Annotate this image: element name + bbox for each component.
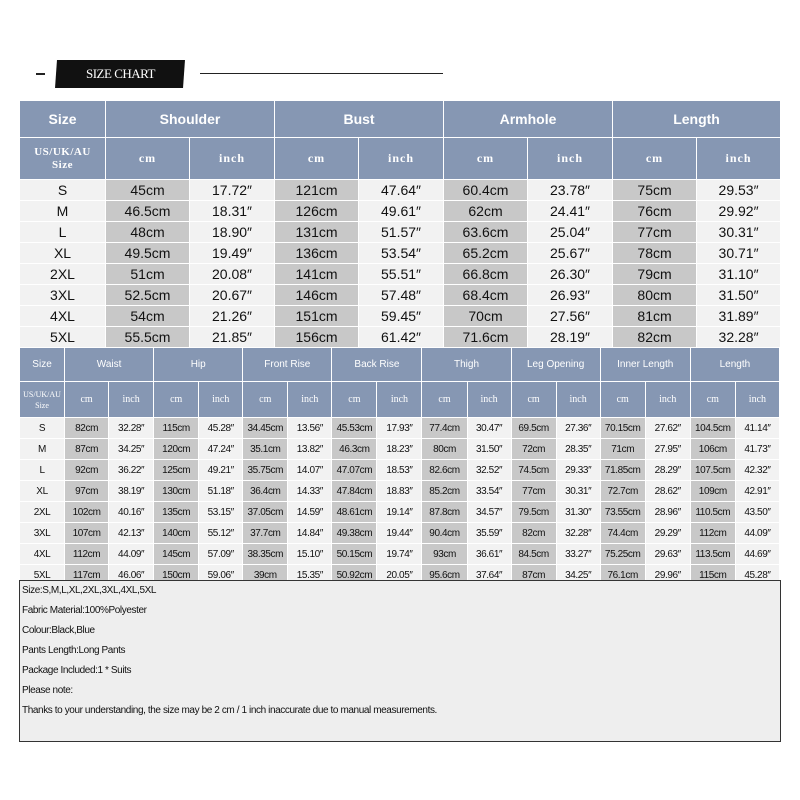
- inch-value-cell: 47.24″: [199, 439, 243, 460]
- unit-cm: cm: [106, 138, 190, 180]
- cm-value-cell: 72.7cm: [600, 481, 645, 502]
- column-group-inner-length: Inner Length: [600, 348, 690, 382]
- column-group-shoulder: Shoulder: [106, 101, 275, 138]
- inch-value-cell: 24.41″: [528, 201, 613, 222]
- cm-value-cell: 52.5cm: [106, 285, 190, 306]
- inch-value-cell: 49.61″: [359, 201, 444, 222]
- inch-value-cell: 53.54″: [359, 243, 444, 264]
- size-standard-label: [20, 138, 106, 180]
- note-line: Colour:Black,Blue: [22, 625, 95, 636]
- column-group-front-rise: Front Rise: [243, 348, 332, 382]
- cm-value-cell: 62cm: [444, 201, 528, 222]
- inch-value-cell: 31.89″: [697, 306, 781, 327]
- cm-value-cell: 39cm: [243, 565, 288, 586]
- cm-value-cell: 107cm: [65, 523, 109, 544]
- unit-inch: inch: [377, 382, 422, 418]
- inch-value-cell: 25.04″: [528, 222, 613, 243]
- inch-value-cell: 29.53″: [697, 180, 781, 201]
- inch-value-cell: 38.19″: [109, 481, 154, 502]
- cm-value-cell: 82.6cm: [422, 460, 467, 481]
- cm-value-cell: 76.1cm: [600, 565, 645, 586]
- cm-value-cell: 79cm: [613, 264, 697, 285]
- inch-value-cell: 20.05″: [377, 565, 422, 586]
- cm-value-cell: 72cm: [511, 439, 556, 460]
- note-line: Size:S,M,L,XL,2XL,3XL,4XL,5XL: [22, 585, 157, 596]
- cm-value-cell: 77cm: [511, 481, 556, 502]
- note-line: Thanks to your understanding, the size may be 2 cm / 1 inch inaccurate due to manual measurements.: [22, 705, 437, 716]
- cm-value-cell: 79.5cm: [511, 502, 556, 523]
- cm-value-cell: 71cm: [600, 439, 645, 460]
- inch-value-cell: 41.14″: [735, 418, 779, 439]
- cm-value-cell: 84.5cm: [511, 544, 556, 565]
- inch-value-cell: 17.72″: [190, 180, 275, 201]
- unit-inch: inch: [199, 382, 243, 418]
- cm-value-cell: 48.61cm: [332, 502, 377, 523]
- inch-value-cell: 21.85″: [190, 327, 275, 348]
- unit-row: [20, 382, 780, 418]
- unit-inch: inch: [467, 382, 511, 418]
- inch-value-cell: 28.29″: [645, 460, 690, 481]
- inch-value-cell: 33.27″: [556, 544, 600, 565]
- cm-value-cell: 82cm: [511, 523, 556, 544]
- unit-row: [20, 138, 781, 180]
- header-row: [20, 101, 781, 138]
- cm-value-cell: 38.35cm: [243, 544, 288, 565]
- unit-inch: inch: [359, 138, 444, 180]
- inch-value-cell: 35.59″: [467, 523, 511, 544]
- cm-value-cell: 145cm: [154, 544, 199, 565]
- inch-value-cell: 26.30″: [528, 264, 613, 285]
- inch-value-cell: 55.51″: [359, 264, 444, 285]
- unit-inch: inch: [288, 382, 332, 418]
- inch-value-cell: 31.30″: [556, 502, 600, 523]
- note-line: Package Included:1 * Suits: [22, 665, 132, 676]
- cm-value-cell: 49.5cm: [106, 243, 190, 264]
- cm-value-cell: 45.53cm: [332, 418, 377, 439]
- cm-value-cell: 80cm: [613, 285, 697, 306]
- inch-value-cell: 21.26″: [190, 306, 275, 327]
- header-row: [20, 348, 780, 382]
- table-row: [20, 439, 780, 460]
- column-group-size: Size: [20, 101, 106, 138]
- header-rule: [200, 73, 443, 74]
- inch-value-cell: 42.32″: [735, 460, 779, 481]
- inch-value-cell: 17.93″: [377, 418, 422, 439]
- table-row: [20, 481, 780, 502]
- size-cell: 3XL: [20, 523, 65, 544]
- cm-value-cell: 48cm: [106, 222, 190, 243]
- cm-value-cell: 87cm: [511, 565, 556, 586]
- cm-value-cell: 78cm: [613, 243, 697, 264]
- cm-value-cell: 71.85cm: [600, 460, 645, 481]
- cm-value-cell: 125cm: [154, 460, 199, 481]
- column-group-leg-opening: Leg Opening: [511, 348, 600, 382]
- table-row: [20, 523, 780, 544]
- size-standard-line2: Size: [35, 400, 49, 410]
- inch-value-cell: 13.56″: [288, 418, 332, 439]
- table-row: [20, 201, 781, 222]
- cm-value-cell: 35.75cm: [243, 460, 288, 481]
- inch-value-cell: 19.49″: [190, 243, 275, 264]
- inch-value-cell: 29.33″: [556, 460, 600, 481]
- cm-value-cell: 135cm: [154, 502, 199, 523]
- inch-value-cell: 42.91″: [735, 481, 779, 502]
- inch-value-cell: 59.06″: [199, 565, 243, 586]
- inch-value-cell: 31.50″: [697, 285, 781, 306]
- table-row: [20, 306, 781, 327]
- unit-inch: inch: [528, 138, 613, 180]
- size-cell: L: [20, 460, 65, 481]
- cm-value-cell: 113.5cm: [690, 544, 735, 565]
- cm-value-cell: 97cm: [65, 481, 109, 502]
- cm-value-cell: 70.15cm: [600, 418, 645, 439]
- bottom-size-table: [19, 347, 780, 586]
- cm-value-cell: 54cm: [106, 306, 190, 327]
- cm-value-cell: 130cm: [154, 481, 199, 502]
- cm-value-cell: 82cm: [65, 418, 109, 439]
- inch-value-cell: 28.35″: [556, 439, 600, 460]
- inch-value-cell: 14.07″: [288, 460, 332, 481]
- table-row: [20, 502, 780, 523]
- note-line: Pants Length:Long Pants: [22, 645, 126, 656]
- inch-value-cell: 19.44″: [377, 523, 422, 544]
- inch-value-cell: 27.62″: [645, 418, 690, 439]
- inch-value-cell: 30.71″: [697, 243, 781, 264]
- inch-value-cell: 14.33″: [288, 481, 332, 502]
- inch-value-cell: 41.73″: [735, 439, 779, 460]
- cm-value-cell: 110.5cm: [690, 502, 735, 523]
- inch-value-cell: 31.50″: [467, 439, 511, 460]
- cm-value-cell: 80cm: [422, 439, 467, 460]
- inch-value-cell: 29.63″: [645, 544, 690, 565]
- cm-value-cell: 36.4cm: [243, 481, 288, 502]
- column-group-length: Length: [613, 101, 781, 138]
- cm-value-cell: 49.38cm: [332, 523, 377, 544]
- inch-value-cell: 36.61″: [467, 544, 511, 565]
- inch-value-cell: 44.69″: [735, 544, 779, 565]
- cm-value-cell: 109cm: [690, 481, 735, 502]
- inch-value-cell: 53.15″: [199, 502, 243, 523]
- cm-value-cell: 70cm: [444, 306, 528, 327]
- cm-value-cell: 151cm: [275, 306, 359, 327]
- inch-value-cell: 31.10″: [697, 264, 781, 285]
- inch-value-cell: 13.82″: [288, 439, 332, 460]
- unit-cm: cm: [332, 382, 377, 418]
- column-group-armhole: Armhole: [444, 101, 613, 138]
- cm-value-cell: 63.6cm: [444, 222, 528, 243]
- inch-value-cell: 14.59″: [288, 502, 332, 523]
- table-row: [20, 544, 780, 565]
- column-group-waist: Waist: [65, 348, 154, 382]
- cm-value-cell: 37.05cm: [243, 502, 288, 523]
- cm-value-cell: 120cm: [154, 439, 199, 460]
- inch-value-cell: 33.54″: [467, 481, 511, 502]
- cm-value-cell: 46.3cm: [332, 439, 377, 460]
- cm-value-cell: 106cm: [690, 439, 735, 460]
- inch-value-cell: 36.22″: [109, 460, 154, 481]
- cm-value-cell: 50.15cm: [332, 544, 377, 565]
- cm-value-cell: 95.6cm: [422, 565, 467, 586]
- size-cell: 5XL: [20, 327, 106, 348]
- inch-value-cell: 34.25″: [109, 439, 154, 460]
- inch-value-cell: 18.83″: [377, 481, 422, 502]
- inch-value-cell: 27.95″: [645, 439, 690, 460]
- cm-value-cell: 156cm: [275, 327, 359, 348]
- inch-value-cell: 30.31″: [556, 481, 600, 502]
- inch-value-cell: 42.13″: [109, 523, 154, 544]
- cm-value-cell: 74.4cm: [600, 523, 645, 544]
- cm-value-cell: 85.2cm: [422, 481, 467, 502]
- cm-value-cell: 140cm: [154, 523, 199, 544]
- inch-value-cell: 25.67″: [528, 243, 613, 264]
- inch-value-cell: 27.56″: [528, 306, 613, 327]
- inch-value-cell: 18.53″: [377, 460, 422, 481]
- cm-value-cell: 51cm: [106, 264, 190, 285]
- size-cell: S: [20, 418, 65, 439]
- cm-value-cell: 112cm: [690, 523, 735, 544]
- inch-value-cell: 18.31″: [190, 201, 275, 222]
- cm-value-cell: 146cm: [275, 285, 359, 306]
- unit-cm: cm: [275, 138, 359, 180]
- size-cell: XL: [20, 481, 65, 502]
- cm-value-cell: 75cm: [613, 180, 697, 201]
- size-standard-line2: Size: [52, 158, 73, 171]
- cm-value-cell: 82cm: [613, 327, 697, 348]
- cm-value-cell: 47.07cm: [332, 460, 377, 481]
- cm-value-cell: 71.6cm: [444, 327, 528, 348]
- table-row: [20, 285, 781, 306]
- inch-value-cell: 29.92″: [697, 201, 781, 222]
- top-size-table: [19, 100, 781, 348]
- size-cell: 2XL: [20, 264, 106, 285]
- inch-value-cell: 55.12″: [199, 523, 243, 544]
- inch-value-cell: 45.28″: [735, 565, 779, 586]
- cm-value-cell: 46.5cm: [106, 201, 190, 222]
- inch-value-cell: 23.78″: [528, 180, 613, 201]
- column-group-bust: Bust: [275, 101, 444, 138]
- table-row: [20, 243, 781, 264]
- inch-value-cell: 32.28″: [697, 327, 781, 348]
- unit-inch: inch: [190, 138, 275, 180]
- inch-value-cell: 32.28″: [556, 523, 600, 544]
- cm-value-cell: 87cm: [65, 439, 109, 460]
- column-group-hip: Hip: [154, 348, 243, 382]
- column-group-length: Length: [690, 348, 779, 382]
- inch-value-cell: 28.62″: [645, 481, 690, 502]
- size-standard-line1: US/UK/AU: [34, 145, 91, 158]
- inch-value-cell: 59.45″: [359, 306, 444, 327]
- cm-value-cell: 77.4cm: [422, 418, 467, 439]
- cm-value-cell: 75.25cm: [600, 544, 645, 565]
- cm-value-cell: 93cm: [422, 544, 467, 565]
- inch-value-cell: 51.57″: [359, 222, 444, 243]
- cm-value-cell: 90.4cm: [422, 523, 467, 544]
- product-notes: [19, 580, 781, 742]
- table-row: [20, 418, 780, 439]
- inch-value-cell: 15.35″: [288, 565, 332, 586]
- cm-value-cell: 81cm: [613, 306, 697, 327]
- inch-value-cell: 57.09″: [199, 544, 243, 565]
- unit-cm: cm: [613, 138, 697, 180]
- cm-value-cell: 37.7cm: [243, 523, 288, 544]
- cm-value-cell: 112cm: [65, 544, 109, 565]
- size-cell: 5XL: [20, 565, 65, 586]
- size-cell: 4XL: [20, 306, 106, 327]
- inch-value-cell: 15.10″: [288, 544, 332, 565]
- inch-value-cell: 37.64″: [467, 565, 511, 586]
- inch-value-cell: 47.64″: [359, 180, 444, 201]
- column-group-thigh: Thigh: [422, 348, 511, 382]
- inch-value-cell: 32.28″: [109, 418, 154, 439]
- unit-cm: cm: [65, 382, 109, 418]
- inch-value-cell: 57.48″: [359, 285, 444, 306]
- cm-value-cell: 102cm: [65, 502, 109, 523]
- inch-value-cell: 29.29″: [645, 523, 690, 544]
- inch-value-cell: 28.96″: [645, 502, 690, 523]
- inch-value-cell: 28.19″: [528, 327, 613, 348]
- unit-cm: cm: [444, 138, 528, 180]
- inch-value-cell: 34.57″: [467, 502, 511, 523]
- cm-value-cell: 104.5cm: [690, 418, 735, 439]
- cm-value-cell: 115cm: [154, 418, 199, 439]
- inch-value-cell: 18.23″: [377, 439, 422, 460]
- table-row: [20, 222, 781, 243]
- cm-value-cell: 150cm: [154, 565, 199, 586]
- inch-value-cell: 30.47″: [467, 418, 511, 439]
- cm-value-cell: 68.4cm: [444, 285, 528, 306]
- cm-value-cell: 47.84cm: [332, 481, 377, 502]
- cm-value-cell: 141cm: [275, 264, 359, 285]
- table-row: [20, 327, 781, 348]
- inch-value-cell: 20.08″: [190, 264, 275, 285]
- cm-value-cell: 92cm: [65, 460, 109, 481]
- cm-value-cell: 69.5cm: [511, 418, 556, 439]
- inch-value-cell: 40.16″: [109, 502, 154, 523]
- inch-value-cell: 46.06″: [109, 565, 154, 586]
- inch-value-cell: 27.36″: [556, 418, 600, 439]
- inch-value-cell: 45.28″: [199, 418, 243, 439]
- unit-cm: cm: [600, 382, 645, 418]
- cm-value-cell: 117cm: [65, 565, 109, 586]
- inch-value-cell: 14.84″: [288, 523, 332, 544]
- inch-value-cell: 26.93″: [528, 285, 613, 306]
- cm-value-cell: 60.4cm: [444, 180, 528, 201]
- unit-inch: inch: [735, 382, 779, 418]
- inch-value-cell: 34.25″: [556, 565, 600, 586]
- inch-value-cell: 49.21″: [199, 460, 243, 481]
- cm-value-cell: 76cm: [613, 201, 697, 222]
- cm-value-cell: 74.5cm: [511, 460, 556, 481]
- inch-value-cell: 19.74″: [377, 544, 422, 565]
- inch-value-cell: 18.90″: [190, 222, 275, 243]
- inch-value-cell: 29.96″: [645, 565, 690, 586]
- inch-value-cell: 19.14″: [377, 502, 422, 523]
- size-cell: S: [20, 180, 106, 201]
- unit-cm: cm: [154, 382, 199, 418]
- unit-cm: cm: [243, 382, 288, 418]
- size-cell: 3XL: [20, 285, 106, 306]
- column-group-back-rise: Back Rise: [332, 348, 422, 382]
- unit-inch: inch: [109, 382, 154, 418]
- inch-value-cell: 61.42″: [359, 327, 444, 348]
- unit-inch: inch: [556, 382, 600, 418]
- cm-value-cell: 66.8cm: [444, 264, 528, 285]
- cm-value-cell: 73.55cm: [600, 502, 645, 523]
- table-row: [20, 264, 781, 285]
- table-row: [20, 180, 781, 201]
- cm-value-cell: 136cm: [275, 243, 359, 264]
- size-cell: 2XL: [20, 502, 65, 523]
- header-dash: [36, 73, 45, 75]
- cm-value-cell: 121cm: [275, 180, 359, 201]
- cm-value-cell: 34.45cm: [243, 418, 288, 439]
- unit-inch: inch: [697, 138, 781, 180]
- size-standard-line1: US/UK/AU: [23, 389, 61, 399]
- note-line: Fabric Material:100%Polyester: [22, 605, 147, 616]
- column-group-size: Size: [20, 348, 65, 382]
- size-chart-title-tab: [55, 60, 185, 88]
- cm-value-cell: 126cm: [275, 201, 359, 222]
- unit-inch: inch: [645, 382, 690, 418]
- inch-value-cell: 44.09″: [109, 544, 154, 565]
- cm-value-cell: 107.5cm: [690, 460, 735, 481]
- cm-value-cell: 87.8cm: [422, 502, 467, 523]
- unit-cm: cm: [690, 382, 735, 418]
- size-cell: XL: [20, 243, 106, 264]
- inch-value-cell: 44.09″: [735, 523, 779, 544]
- size-cell: M: [20, 439, 65, 460]
- cm-value-cell: 35.1cm: [243, 439, 288, 460]
- inch-value-cell: 20.67″: [190, 285, 275, 306]
- inch-value-cell: 32.52″: [467, 460, 511, 481]
- size-standard-label: [20, 382, 65, 418]
- size-cell: 4XL: [20, 544, 65, 565]
- inch-value-cell: 43.50″: [735, 502, 779, 523]
- cm-value-cell: 50.92cm: [332, 565, 377, 586]
- size-chart-title: SIZE CHART: [85, 66, 155, 81]
- inch-value-cell: 51.18″: [199, 481, 243, 502]
- cm-value-cell: 65.2cm: [444, 243, 528, 264]
- size-cell: L: [20, 222, 106, 243]
- note-line: Please note:: [22, 685, 73, 696]
- cm-value-cell: 77cm: [613, 222, 697, 243]
- cm-value-cell: 45cm: [106, 180, 190, 201]
- unit-cm: cm: [422, 382, 467, 418]
- cm-value-cell: 131cm: [275, 222, 359, 243]
- inch-value-cell: 30.31″: [697, 222, 781, 243]
- unit-cm: cm: [511, 382, 556, 418]
- table-row: [20, 460, 780, 481]
- cm-value-cell: 55.5cm: [106, 327, 190, 348]
- size-cell: M: [20, 201, 106, 222]
- cm-value-cell: 115cm: [690, 565, 735, 586]
